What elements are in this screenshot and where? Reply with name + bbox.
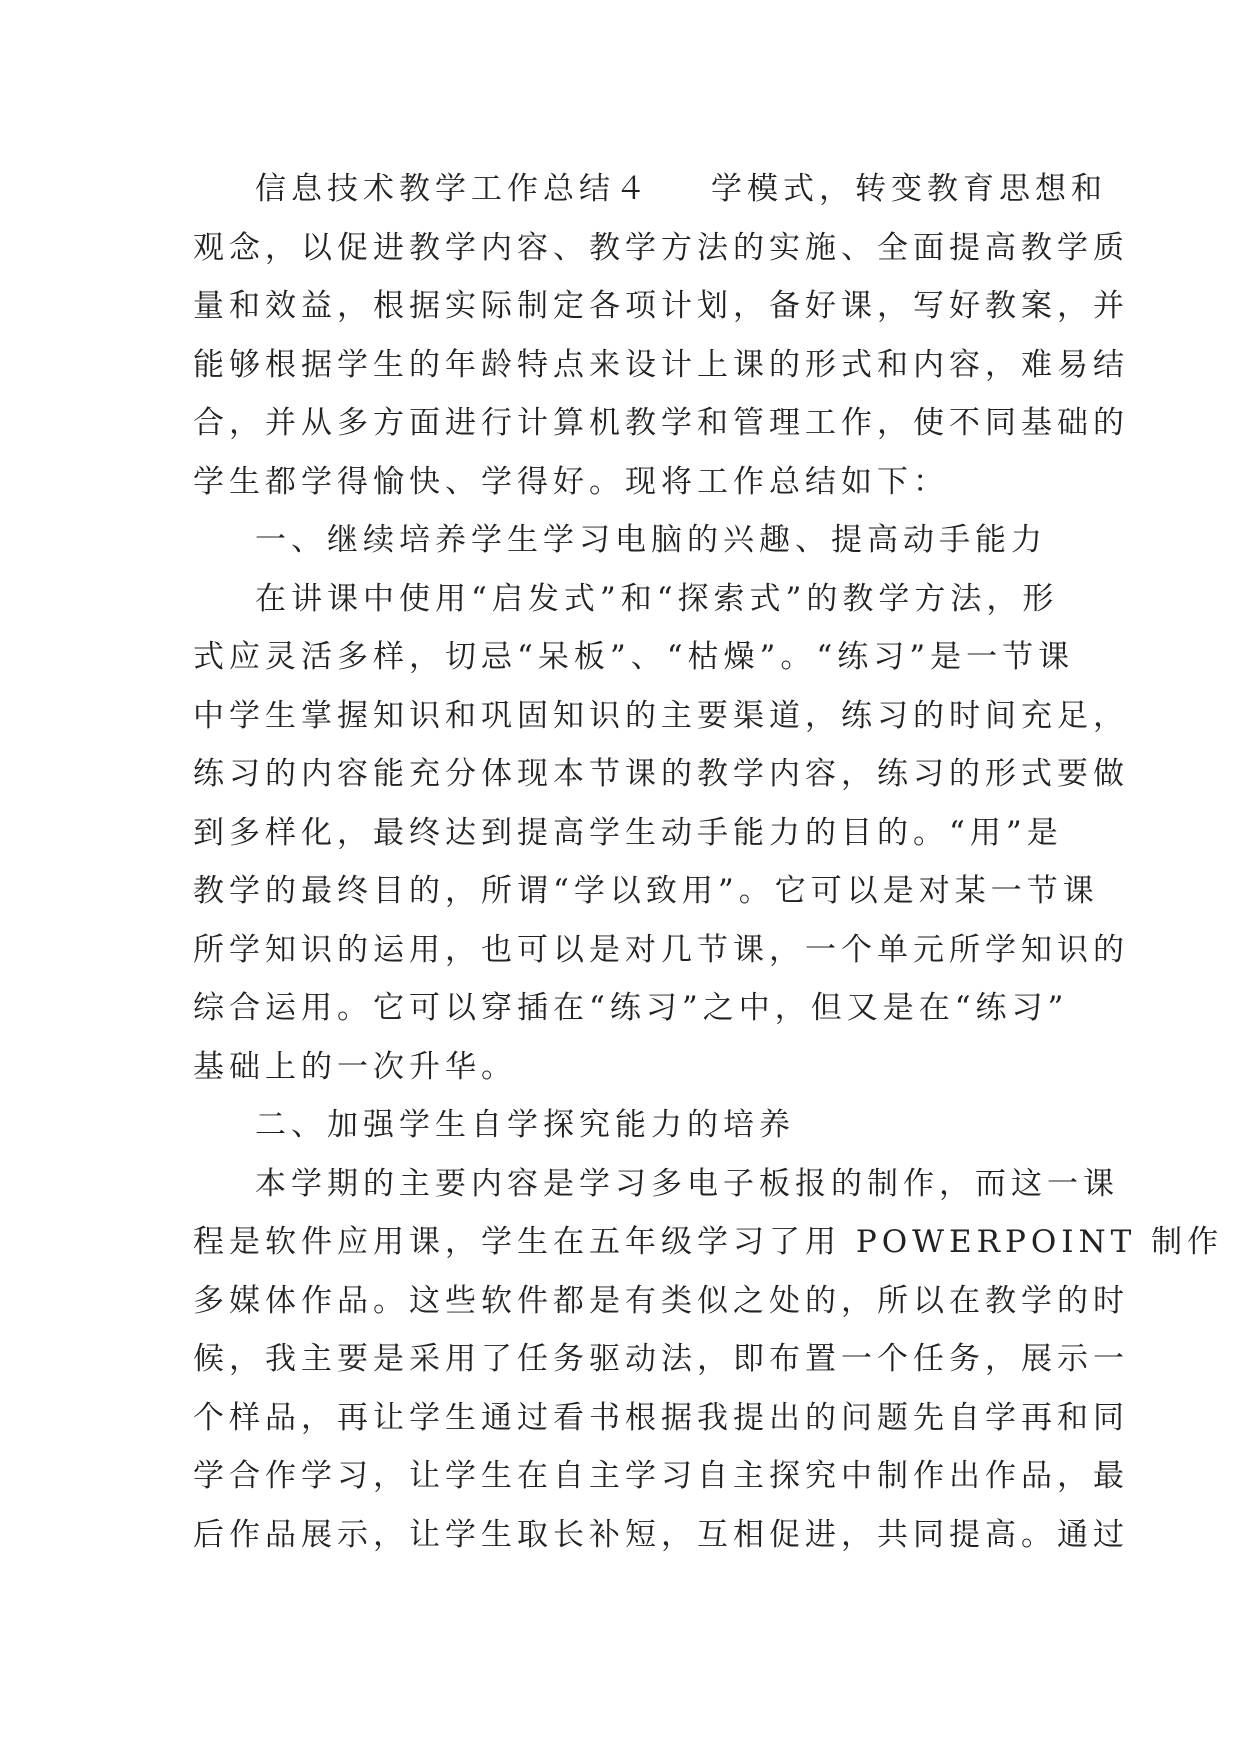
paragraph-intro — [193, 160, 1129, 511]
heading-text: 一、继续培养学生学习电脑的兴趣、提高动手能力 — [255, 522, 1047, 558]
text-line: 学生都学得愉快、学得好。现将工作总结如下： — [193, 463, 949, 500]
text-line: 候，我主要是采用了任务驱动法，即布置一个任务，展示一 — [193, 1341, 1129, 1377]
text-line: 练习的内容能充分体现本节课的教学内容，练习的形式要做 — [193, 756, 1129, 792]
section-heading-1 — [193, 511, 1055, 570]
paragraph-section-2 — [193, 1155, 1224, 1565]
text-line: 本学期的主要内容是学习多电子板报的制作，而这一课 — [255, 1165, 1119, 1202]
text-line: 后作品展示，让学生取长补短，互相促进，共同提高。通过 — [193, 1516, 1129, 1553]
text-line: 中学生掌握知识和巩固知识的主要渠道，练习的时间充足， — [193, 697, 1129, 734]
document-title: 信息技术教学工作总结４ — [255, 171, 651, 207]
text-line: 所学知识的运用，也可以是对几节课，一个单元所学知识的 — [193, 931, 1129, 968]
text-line: 学合作学习，让学生在自主学习自主探究中制作出作品，最 — [193, 1458, 1129, 1494]
text-line — [193, 160, 1107, 219]
heading-text: 二、加强学生自学探究能力的培养 — [255, 1107, 795, 1143]
text-line: 能够根据学生的年龄特点来设计上课的形式和内容，难易结 — [193, 346, 1129, 383]
text-line: 个样品，再让学生通过看书根据我提出的问题先自学再和同 — [193, 1399, 1129, 1436]
text-fragment: 学模式，转变教育思想和 — [711, 171, 1107, 207]
text-line: 基础上的一次升华。 — [193, 1048, 517, 1085]
text-line: 教学的最终目的，所谓“学以致用”。它可以是对某一节课 — [193, 873, 1099, 909]
text-line: 在讲课中使用“启发式”和“探索式”的教学方法，形 — [255, 580, 1059, 617]
text-line: 式应灵活多样，切忌“呆板”、“枯燥”。“练习”是一节课 — [193, 639, 1075, 675]
body-text — [193, 160, 1224, 1564]
text-line: 程是软件应用课，学生在五年级学习了用 POWERPOINT 制作 — [193, 1224, 1224, 1260]
text-line: 量和效益，根据实际制定各项计划，备好课，写好教案，并 — [193, 288, 1129, 324]
text-line: 多媒体作品。这些软件都是有类似之处的，所以在教学的时 — [193, 1282, 1129, 1319]
section-heading-2 — [193, 1096, 1055, 1155]
text-line: 到多样化，最终达到提高学生动手能力的目的。“用”是 — [193, 814, 1063, 851]
text-line: 观念，以促进教学内容、教学方法的实施、全面提高教学质 — [193, 229, 1129, 266]
paragraph-section-1 — [193, 570, 1129, 1097]
text-line: 合，并从多方面进行计算机教学和管理工作，使不同基础的 — [193, 405, 1129, 441]
text-line: 综合运用。它可以穿插在“练习”之中，但又是在“练习” — [193, 990, 1069, 1026]
